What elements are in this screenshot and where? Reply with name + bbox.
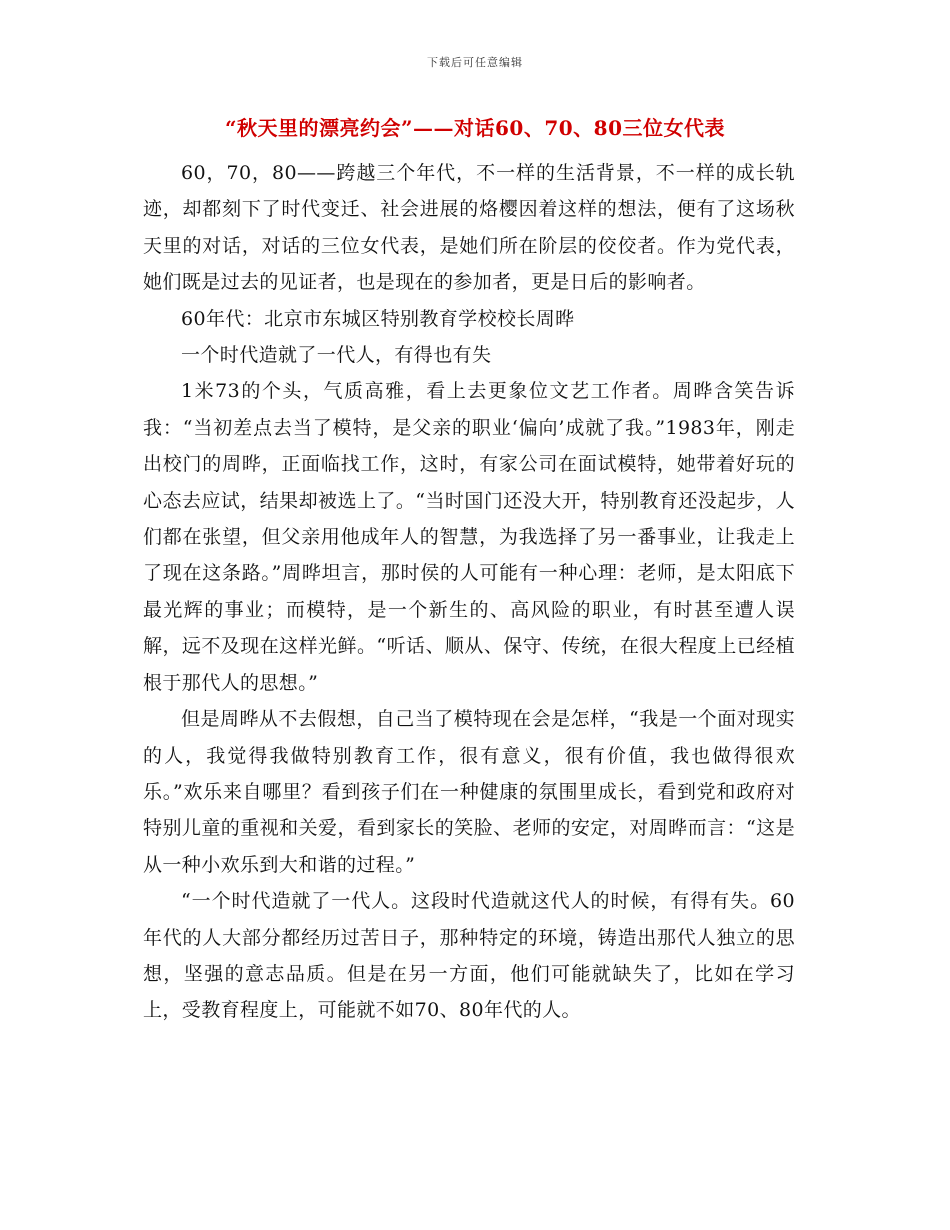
paragraph-section-heading: 60年代：北京市东城区特别教育学校校长周晔	[181, 307, 575, 330]
paragraph-intro: 60，70，80——跨越三个年代，不一样的生活背景，不一样的成长轨迹，却都刻下了时代变迁、社会进展的烙樱因着这样的想法，便有了这场秋天里的对话，对话的三位女代表，是她们所在阶层的佼佼者。作为党代表，她们既是过去的见证者，也是现在的参加者，更是日后的影响者。	[143, 162, 795, 294]
paragraph-body-3: “一个时代造就了一代人。这段时代造就这代人的时候，有得有失。60年代的人大部分都经历过苦日子，那种特定的环境，铸造出那代人独立的思想，坚强的意志品质。但是在另一方面，他们可能就缺失了，比如在学习上，受教育程度上，可能就不如70、80年代的人。	[143, 890, 795, 1022]
paragraph-subheading: 一个时代造就了一代人，有得也有失	[181, 344, 492, 367]
header-note: 下载后可任意编辑	[427, 56, 523, 69]
paragraph-body-1: 1米73的个头，气质高雅，看上去更象位文艺工作者。周晔含笑告诉我：“当初差点去当了模特，是父亲的职业‘偏向’成就了我。”1983年，刚走出校门的周晔，正面临找工作，这时，有家公司在面试模特，她带着好玩的心态去应试，结果却被选上了。“当时国门还没大开，特别教育还没起步，人们都在张望，但父亲用他成年人的智慧，为我选择了另一番事业，让我走上了现在这条路。”周晔坦言，那时侯的人可能有一种心理：老师，是太阳底下最光辉的事业；而模特，是一个新生的、高风险的职业，有时甚至遭人误解，远不及现在这样光鲜。“听话、顺从、保守、传统，在很大程度上已经植根于那代人的思想。”	[143, 380, 795, 694]
article-body	[143, 155, 795, 1029]
article-title: “秋天里的漂亮约会”——对话60、70、80三位女代表	[224, 116, 725, 140]
paragraph-body-2: 但是周晔从不去假想，自己当了模特现在会是怎样，“我是一个面对现实的人，我觉得我做特别教育工作，很有意义，很有价值，我也做得很欢乐。”欢乐来自哪里？看到孩子们在一种健康的氛围里成长，看到党和政府对特别儿童的重视和关爱，看到家长的笑脸、老师的安定，对周晔而言：“这是从一种小欢乐到大和谐的过程。”	[143, 708, 795, 876]
